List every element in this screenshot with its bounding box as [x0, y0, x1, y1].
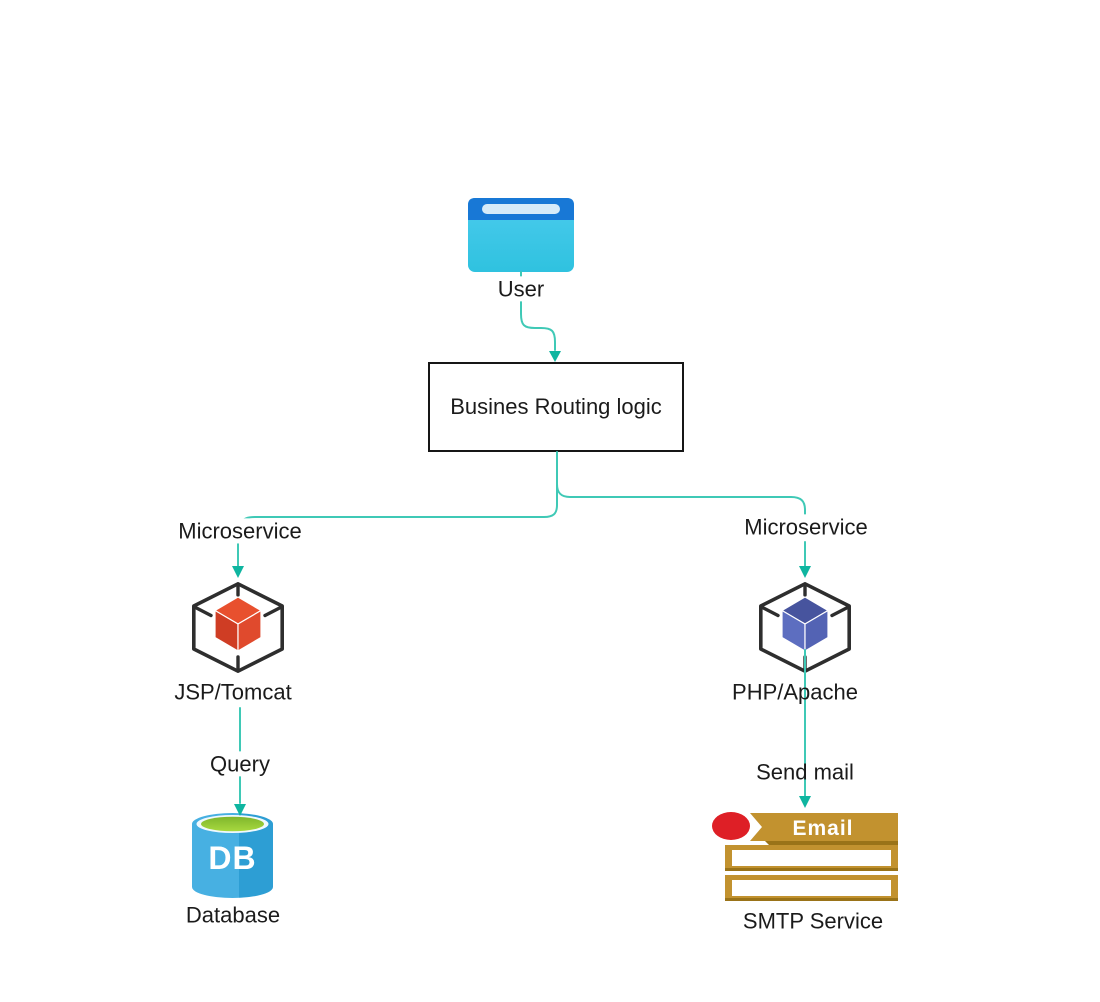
edge-routing-to-jsp: [240, 452, 557, 524]
database-icon: [192, 812, 273, 900]
red-cube-icon: [215, 597, 261, 651]
edge-label-send-mail: Send mail: [756, 759, 854, 785]
browser-address-bar: [482, 204, 560, 214]
server-bar-1: [725, 845, 898, 871]
edge-label-microservice-left: Microservice: [175, 518, 304, 543]
server-bar-2: [725, 875, 898, 901]
database-label: Database: [185, 902, 281, 928]
red-dot-icon: [712, 812, 750, 840]
smtp-icon: [703, 806, 903, 904]
microservice-hexagon-icon-right: [759, 582, 851, 673]
arrowhead-into-php: [799, 566, 811, 578]
edge-routing-to-php: [557, 470, 805, 519]
arrowhead-into-routing: [549, 351, 561, 362]
jsp-tomcat-label: JSP/Tomcat: [174, 679, 292, 705]
browser-window-icon: [468, 198, 574, 272]
arrowhead-into-jsp: [232, 566, 244, 578]
microservice-hexagon-icon-left: [192, 582, 284, 673]
edge-label-microservice-right: Microservice: [741, 514, 870, 539]
db-icon-text: DB: [208, 840, 257, 876]
blue-cube-icon: [782, 597, 828, 651]
php-apache-label: PHP/Apache: [732, 679, 858, 705]
user-label: User: [495, 276, 547, 301]
email-banner-text: Email: [792, 817, 854, 840]
routing-logic-label: Busines Routing logic: [450, 394, 662, 419]
email-banner-shadow: [765, 841, 898, 845]
db-top-green: [201, 817, 264, 832]
edge-label-query: Query: [207, 751, 273, 776]
routing-logic-node: [428, 362, 684, 452]
smtp-service-label: SMTP Service: [742, 908, 884, 934]
